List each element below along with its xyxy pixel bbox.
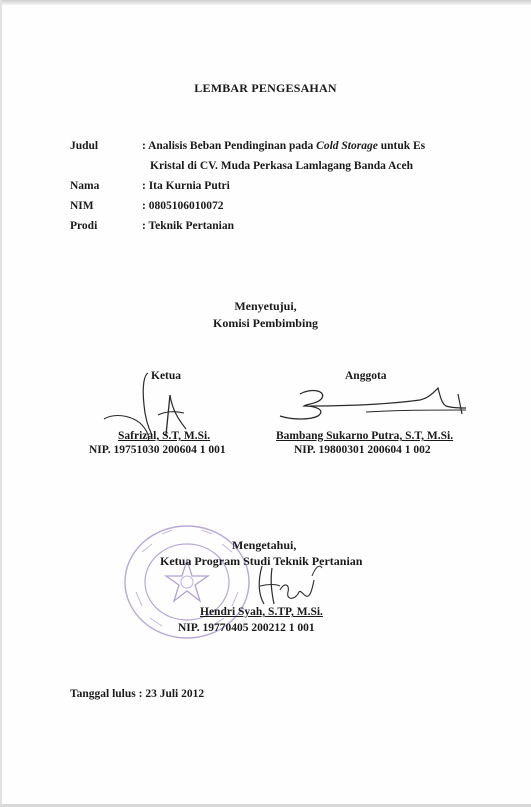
known-line2: Ketua Program Studi Teknik Pertanian (160, 554, 363, 568)
nama-label: Nama (70, 180, 100, 192)
kaprodi-nip: NIP. 19770405 200212 1 001 (178, 622, 315, 634)
approval-line2: Komisi Pembimbing (212, 316, 318, 330)
scan-top-edge (0, 0, 531, 5)
graduation-date: Tanggal lulus : 23 Juli 2012 (70, 688, 205, 700)
judul-value-line1: : Analisis Beban Pendinginan pada Cold Storage untuk Es (142, 140, 426, 152)
scan-left-edge (0, 0, 2, 807)
kaprodi-signature (250, 560, 330, 610)
nama-value: : Ita Kurnia Putri (142, 180, 230, 192)
page-title: LEMBAR PENGESAHAN (194, 81, 337, 95)
prodi-value: : Teknik Pertanian (142, 220, 235, 232)
anggota-nip: NIP. 19800301 200604 1 002 (294, 444, 431, 456)
anggota-name: Bambang Sukarno Putra, S.T, M.Si. (276, 430, 454, 442)
ketua-name: Safrizal, S.T, M.Si. (118, 430, 211, 442)
judul-value (142, 140, 425, 152)
judul-label: Judul (70, 140, 99, 152)
ketua-role: Ketua (151, 370, 182, 382)
known-line1: Mengetahui, (232, 538, 297, 552)
prodi-label: Prodi (70, 220, 98, 232)
nim-value: : 0805106010072 (142, 200, 224, 212)
nim-label: NIM (70, 200, 94, 212)
kaprodi-name: Hendri Syah, S.TP, M.Si. (200, 606, 323, 618)
approval-line1: Menyetujui, (234, 299, 297, 313)
ketua-nip: NIP. 19751030 200604 1 001 (89, 444, 226, 456)
anggota-role: Anggota (345, 370, 387, 382)
anggota-signature (270, 380, 470, 430)
judul-value-line2: Kristal di CV. Muda Perkasa Lamlagang Banda Aceh (150, 160, 414, 172)
